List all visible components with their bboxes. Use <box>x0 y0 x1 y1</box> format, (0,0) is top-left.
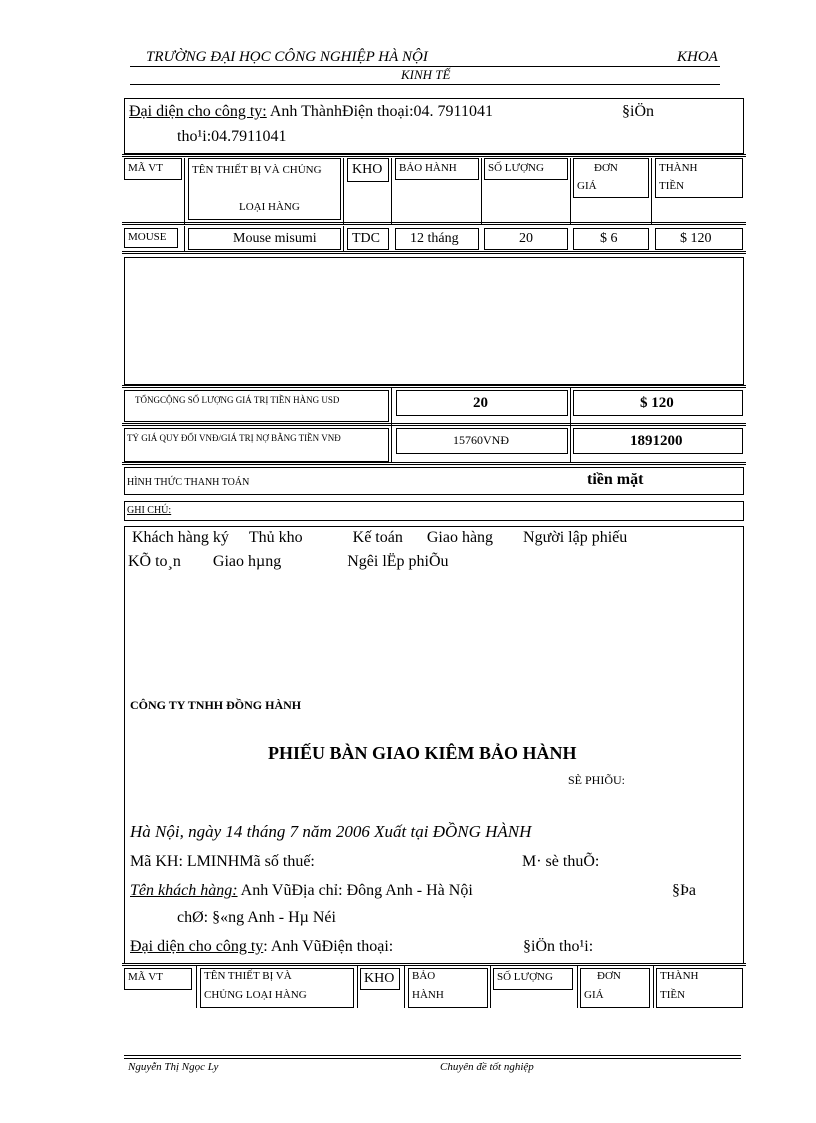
th-ten: TÊN THIẾT BỊ VÀ CHỦNG LOẠI HÀNG <box>188 158 341 220</box>
divider <box>404 966 405 1008</box>
divider <box>653 966 654 1008</box>
representative-line1 <box>129 103 493 121</box>
divider <box>577 966 578 1008</box>
ten-kh-label: Tên khách hàng: <box>130 882 238 899</box>
ma-kh-line: Mã KH: LMINHMã số thuế: <box>130 853 315 870</box>
divider <box>481 158 482 224</box>
dai-dien-value: : Anh VũĐiện thoại: <box>263 938 394 955</box>
ma-so-thue-garbled: M· sè thuÕ: <box>522 853 600 870</box>
representative-garbled: §iÖn <box>622 103 654 120</box>
dai-dien-line <box>130 938 393 956</box>
th2-ten: TÊN THIẾT BỊ VÀ CHỦNG LOẠI HÀNG <box>200 968 354 1008</box>
representative-line2: tho¹i:04.7911041 <box>177 128 287 145</box>
signature-line1 <box>132 529 627 547</box>
th-don-gia: ĐƠN GIÁ <box>573 158 649 198</box>
total-label-box: TỔNGCỘNG SỐ LƯỢNG GIÁ TRỊ TIỀN HÀNG USD <box>124 390 389 422</box>
th-so-luong: SỐ LƯỢNG <box>484 158 568 180</box>
th-ma-vt: MÃ VT <box>124 158 182 180</box>
divider <box>357 966 358 1008</box>
total-amount-box: $ 120 <box>573 390 743 416</box>
totals-mid-rule <box>122 423 746 427</box>
footer-rule-1 <box>124 1055 741 1056</box>
divider <box>343 158 344 224</box>
th2-ma-vt: MÃ VT <box>124 968 192 990</box>
th-bao-hanh: BẢO HÀNH <box>395 158 479 180</box>
td-ma-vt: MOUSE <box>124 228 178 248</box>
th-kho: KHO <box>347 158 389 182</box>
td-don-gia: $ 6 <box>573 228 649 250</box>
divider <box>184 226 185 252</box>
so-phieu: SÈ PHIÕU: <box>568 773 626 787</box>
th2-bao-hanh: BẢO HÀNH <box>408 968 488 1008</box>
header-khoa: KHOA <box>677 49 718 65</box>
empty-items-area <box>124 257 744 385</box>
note-box: GHI CHÚ: <box>124 501 744 521</box>
sig-giao-hang: Giao hàng <box>426 529 494 546</box>
td-bao-hanh: 12 tháng <box>395 228 479 250</box>
th2-so-luong: SỐ LƯỢNG <box>493 968 573 990</box>
th2-don-gia: ĐƠN GIÁ <box>580 968 650 1008</box>
divider <box>391 158 392 224</box>
th2-thanh-tien: THÀNH TIỀN <box>656 968 743 1008</box>
sig-garbled-2: Giao hµng <box>212 553 282 570</box>
header-kinh-te: KINH TẾ <box>401 67 451 82</box>
representative-value: Anh ThànhĐiện thoại:04. 7911041 <box>266 103 493 120</box>
rate-value-box: 15760VNĐ <box>396 428 568 454</box>
empty-area-bottom-rule <box>122 385 746 389</box>
rate-label-box: TỶ GIÁ QUY ĐỔI VNĐ/GIÁ TRỊ NỢ BẰNG TIỀN VNĐ <box>124 428 389 462</box>
footer-rule-2 <box>124 1058 741 1059</box>
dai-dien-label: Đại diện cho công ty <box>130 938 264 955</box>
footer-author: Nguyễn Thị Ngọc Ly <box>128 1061 219 1073</box>
dia-chi-line2: chØ: §«ng Anh - Hµ Néi <box>177 909 336 926</box>
th2-kho: KHO <box>360 968 400 990</box>
th-thanh-tien: THÀNH TIỀN <box>655 158 743 198</box>
totals-bottom-rule <box>122 462 746 466</box>
date-line: Hà Nội, ngày 14 tháng 7 năm 2006 Xuất tại ĐỒNG HÀNH <box>130 822 532 841</box>
divider <box>490 966 491 1008</box>
signature-line2 <box>128 553 449 571</box>
sig-thu-kho: Thủ kho <box>248 529 303 546</box>
dien-thoai-garbled: §iÖn tho¹i: <box>523 938 594 955</box>
td-thanh-tien: $ 120 <box>655 228 743 250</box>
td-kho: TDC <box>347 228 389 250</box>
header-rule-2 <box>130 84 720 85</box>
payment-box: HÌNH THỨC THANH TOÁN tiền mặt <box>124 467 744 495</box>
divider <box>184 158 185 224</box>
rate-total-box: 1891200 <box>573 428 743 454</box>
sig-garbled-3: Ngêi lËp phiÕu <box>347 553 449 570</box>
table1-bottom-rule <box>122 251 746 255</box>
ten-kh-line <box>130 882 473 900</box>
td-so-luong: 20 <box>484 228 568 250</box>
company-name: CÔNG TY TNHH ĐỒNG HÀNH <box>130 698 302 712</box>
divider <box>343 226 344 252</box>
dia-chi-garbled: §Þa <box>672 882 696 899</box>
total-qty-box: 20 <box>396 390 568 416</box>
form-title: PHIẾU BÀN GIAO KIÊM BẢO HÀNH <box>268 743 577 763</box>
footer-subject: Chuyên đề tốt nghiệp <box>440 1061 534 1073</box>
representative-label: Đại diện cho công ty: <box>129 103 267 120</box>
divider <box>196 966 197 1008</box>
table1-data-row-rule <box>122 222 746 226</box>
sig-nguoi-lap: Người lập phiếu <box>523 529 628 546</box>
divider <box>651 158 652 224</box>
divider <box>570 158 571 224</box>
td-ten: Mouse misumi <box>188 228 341 250</box>
sig-garbled-1: KÕ to¸n <box>128 553 181 570</box>
ten-kh-value: Anh VũĐịa chỉ: Đông Anh - Hà Nội <box>237 882 473 899</box>
header-school: TRƯỜNG ĐẠI HỌC CÔNG NGHIỆP HÀ NỘI <box>146 49 428 65</box>
sig-khach-hang: Khách hàng ký <box>132 529 229 546</box>
sig-ke-toan: Kế toán <box>352 529 403 546</box>
